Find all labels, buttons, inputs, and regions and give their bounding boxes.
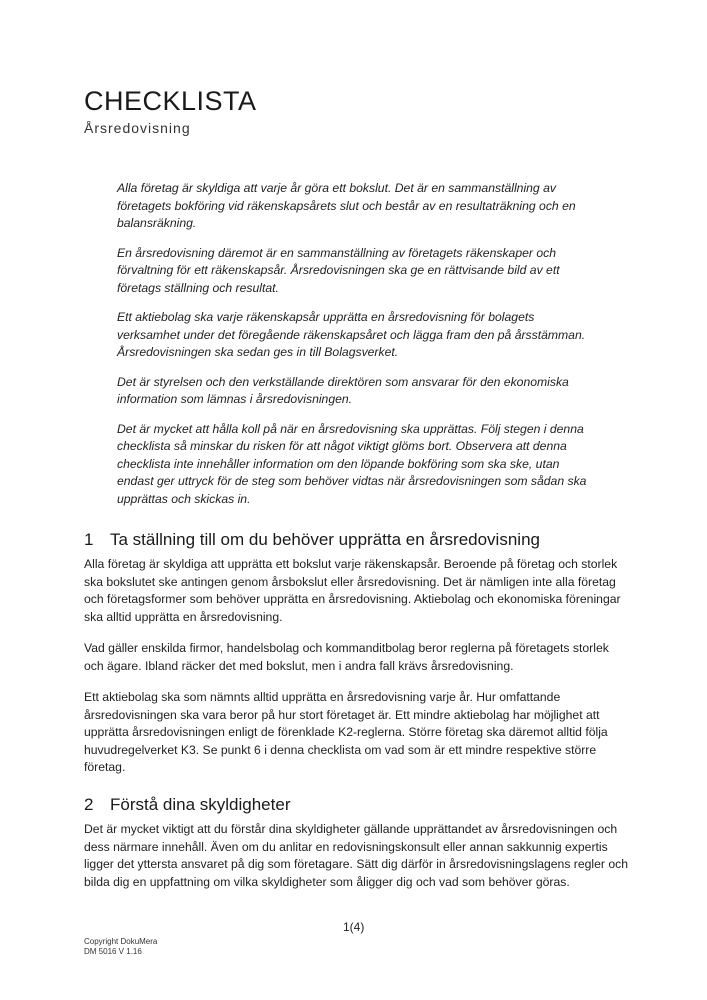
section-number: 2 bbox=[84, 795, 94, 814]
footer bbox=[84, 937, 157, 957]
page-number: 1(4) bbox=[343, 920, 365, 934]
section-paragraph: Ett aktiebolag ska som nämnts alltid upprätta en årsredovisning varje år. Hur omfattande årsredovisningen ska vara beror på hur stort företaget är. Ett mindre aktiebolag har möjlighet att upprätta årsredovisningen enligt de förenklade K2-reglerna. Större företag ska däremot alltid följa huvudregelverket K3. Se punkt 6 i denna checklista om vad som är ett mindre respektive större företag. bbox=[84, 690, 608, 774]
section-number: 1 bbox=[84, 530, 94, 549]
section-title: Förstå dina skyldigheter bbox=[110, 795, 291, 814]
document-title: CHECKLISTA bbox=[84, 86, 257, 116]
intro-paragraph: Det är mycket att hålla koll på när en årsredovisning ska upprättas. Följ stegen i denna checklista så minskar du risken för att något viktigt glöms bort. Observera att denna checklista inte innehåller information om den löpande bokföring som ska ske, utan endast ger uttryck för de steg som behöver vidtas när årsredovisningen som sådan ska upprättas och skickas in. bbox=[117, 421, 587, 506]
intro-paragraph: En årsredovisning däremot är en sammanställning av företagets räkenskaper och förvaltning för ett räkenskapsår. Årsredovisningen ska ge en rättvisande bild av ett företags ställning och resultat. bbox=[117, 245, 560, 295]
section-2-heading bbox=[84, 795, 290, 815]
section-paragraph: Alla företag är skyldiga att upprätta ett bokslut varje räkenskapsår. Beroende på företag och storlek ska bokslutet ske antingen genom årsbokslut eller årsredovisning. Det är nämligen inte alla företag och företagsformer som behöver upprätta en årsredovisning. Aktiebolag och ekonomiska föreningar ska alltid upprätta en årsredovisning. bbox=[84, 557, 621, 624]
intro-paragraph: Alla företag är skyldiga att varje år göra ett bokslut. Det är en sammanställning av företagets bokföring vid räkenskapsårets slut och består av en resultaträkning och en balansräkning. bbox=[117, 181, 576, 230]
section-1-body bbox=[84, 556, 629, 791]
intro-paragraph: Det är styrelsen och den verkställande direktören som ansvarar för den ekonomiska information som lämnas i årsredovisningen. bbox=[117, 374, 569, 406]
section-2-body bbox=[84, 821, 629, 905]
section-paragraph: Vad gäller enskilda firmor, handelsbolag och kommanditbolag beror reglerna på företagets storlek och ägare. Ibland räcker det med bokslut, men i andra fall krävs årsredovisning. bbox=[84, 641, 609, 673]
section-paragraph: Det är mycket viktigt att du förstår dina skyldigheter gällande upprättandet av årsredovisningen och dess närmare innehåll. Även om du anlitar en redovisningskonsult eller annan sakkunnig expertis ligger det yttersta ansvaret på dig som företagare. Sätt dig därför in årsredovisningslagens regler och bilda dig en uppfattning om vilka skyldigheter som åligger dig och vad som behöver göras. bbox=[84, 822, 628, 889]
copyright-text: Copyright DokuMera bbox=[84, 937, 158, 946]
intro-paragraph: Ett aktiebolag ska varje räkenskapsår upprätta en årsredovisning för bolagets verksamhet under det föregående räkenskapsåret och lägga fram den på årsstämman. Årsredovisningen ska sedan ges in till Bolagsverket. bbox=[117, 310, 586, 359]
section-title: Ta ställning till om du behöver upprätta en årsredovisning bbox=[110, 530, 540, 549]
document-subtitle: Årsredovisning bbox=[84, 120, 191, 136]
section-1-heading bbox=[84, 530, 540, 550]
intro-block bbox=[117, 180, 597, 520]
document-id: DM 5016 V 1.16 bbox=[84, 947, 142, 956]
